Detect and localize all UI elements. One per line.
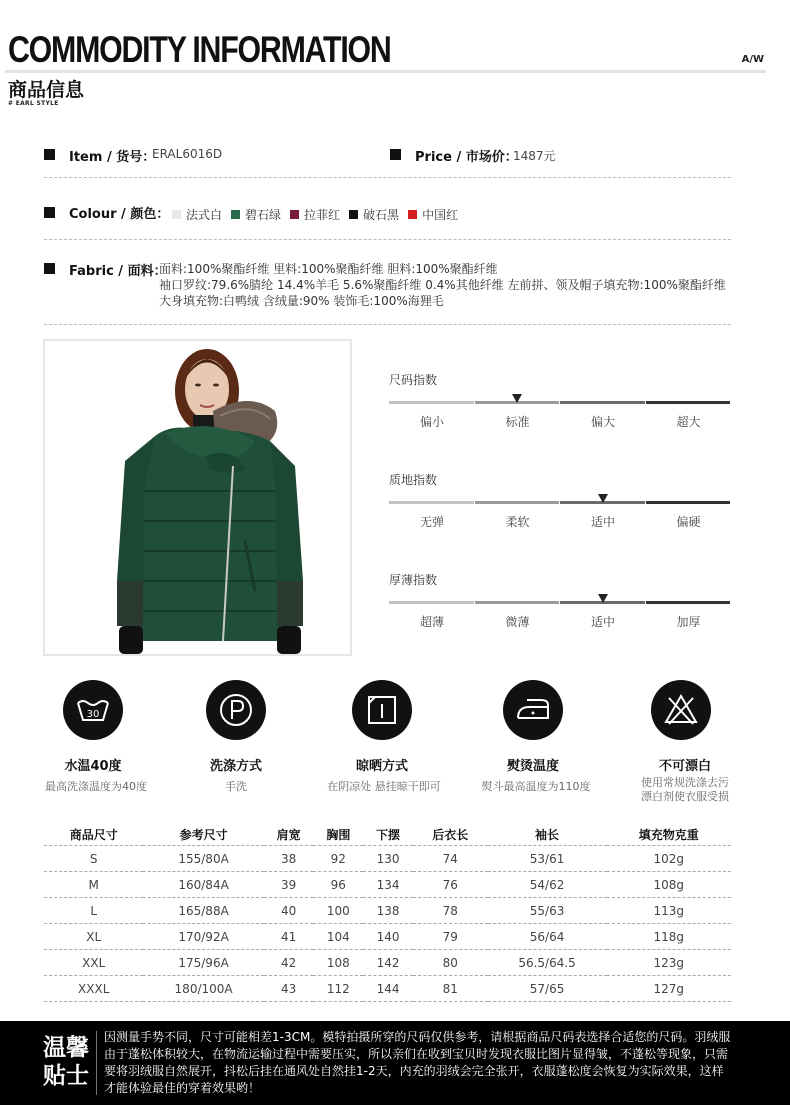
indicator-label: 适中 [590,615,615,629]
table-cell: 160/84A [143,872,263,898]
bullet-square-icon [44,149,55,160]
table-cell: 38 [264,846,314,872]
colour-name: 破石黑 [363,208,400,222]
colour-name: 中国红 [422,208,459,222]
fabric-line: 大身填充物:白鸭绒 含绒量:90% 装饰毛:100%海狸毛 [159,294,444,308]
colour-name: 碧石绿 [245,208,282,222]
table-cell: 104 [313,924,363,950]
indicator-title: 厚薄指数 [389,573,438,587]
table-row [44,976,731,1002]
care-name: 晾晒方式 [355,759,408,774]
colour-swatch [349,210,358,219]
season-label: A/W [741,54,764,65]
care-name: 洗涤方式 [209,759,262,774]
table-cell: 41 [264,924,314,950]
table-cell: 53/61 [488,846,607,872]
indicator-label: 无弹 [419,515,444,529]
indicator-bar-segment [475,501,560,504]
fabric-line: 袖口罗纹:79.6%腈纶 14.4%羊毛 5.6%聚酯纤维 0.4%其他纤维 左前拼、领及帽子填充物:100%聚酯纤维 [159,278,726,292]
colour-label: Colour / 颜色： [69,207,170,222]
table-row [44,898,731,924]
indicator-label: 适中 [590,515,615,529]
table-cell: XL [44,924,143,950]
care-desc: 在阴凉处 悬挂晾干即可 [327,780,441,793]
care-desc: 手洗 [225,780,247,793]
table-cell: 118g [607,924,731,950]
dry-shade-icon [352,680,412,740]
tips-title [43,1034,93,1090]
table-header-cell: 胸围 [313,823,363,846]
table-cell: S [44,846,143,872]
colour-name: 法式白 [186,208,223,222]
indicator-title: 尺码指数 [389,373,438,387]
header-divider [5,70,766,73]
table-cell: 79 [413,924,488,950]
table-cell: 108g [607,872,731,898]
item-value: ERAL6016D [152,147,223,161]
colour-swatch [408,210,417,219]
indicator-label: 超薄 [419,615,444,629]
table-cell: 142 [363,950,413,976]
table-cell: 40 [264,898,314,924]
table-header-row [44,823,731,846]
table-header-cell: 商品尺寸 [44,823,143,846]
care-desc: 最高洗涤温度为40度 [45,780,147,793]
colour-option [172,206,222,223]
indicator-marker-icon [598,594,608,603]
indicator-bar-segment [560,401,645,404]
indicator-bar-segment [646,601,731,604]
table-cell: 80 [413,950,488,976]
care-desc: 熨斗最高温度为110度 [481,780,591,793]
page-title-cn: 商品信息 [8,79,85,101]
table-cell: 55/63 [488,898,607,924]
indicator-bar-segment [389,501,474,504]
table-cell: 155/80A [143,846,263,872]
table-cell: 76 [413,872,488,898]
table-header-cell: 袖长 [488,823,607,846]
dry-clean-p-icon [206,680,266,740]
table-cell: 130 [363,846,413,872]
fabric-label: Fabric / 面料： [69,264,167,279]
table-cell: 138 [363,898,413,924]
table-cell: 56.5/64.5 [488,950,607,976]
table-row [44,846,731,872]
bullet-square-icon [44,263,55,274]
indicator-marker-icon [598,494,608,503]
size-table [44,823,731,1002]
divider [44,324,731,325]
table-cell: L [44,898,143,924]
table-cell: 81 [413,976,488,1002]
table-row [44,950,731,976]
care-section [0,670,790,810]
tips-text: 因测量手势不同，尺寸可能相差1-3CM。模特拍摄所穿的尺码仅供参考，请根据商品尺码表选择合适您的尺码。羽绒服由于蓬松体积较大，在物流运输过程中需要压实，所以亲们在收到宝贝时发现衣服比图片显得皱，不蓬松等现象，只需要将羽绒服自然展开，抖松后挂在通风处自然挂1-2天，内充的羽绒会完全张开，衣服蓬松度会恢复为实际效果，这样才能体验最佳的穿着效果哟！ [104,1030,731,1095]
care-name: 水温40度 [64,759,122,774]
wash-temp-text: 30 [86,709,100,720]
table-cell: 42 [264,950,314,976]
indicator-bar-segment [475,601,560,604]
table-cell: 96 [313,872,363,898]
colour-option [290,206,340,223]
table-cell: 54/62 [488,872,607,898]
page-title: COMMODITY INFORMATION [8,29,391,70]
colour-option [231,206,281,223]
table-header-cell: 填充物克重 [607,823,731,846]
table-cell: 74 [413,846,488,872]
indicator-title: 质地指数 [389,473,438,487]
indicator-panel [389,340,731,640]
colour-name: 拉菲红 [304,208,341,222]
table-cell: 140 [363,924,413,950]
item-label: Item / 货号： [69,150,156,165]
indicator-label: 偏大 [590,415,615,429]
indicator-bar-segment [646,401,731,404]
price-label: Price / 市场价： [415,150,518,165]
care-desc [615,776,755,804]
table-cell: XXL [44,950,143,976]
table-cell: 108 [313,950,363,976]
table-header-cell: 后衣长 [413,823,488,846]
table-cell: 180/100A [143,976,263,1002]
indicator-label: 柔软 [505,515,530,529]
table-cell: 102g [607,846,731,872]
bullet-square-icon [390,149,401,160]
indicator-marker-icon [512,394,522,403]
indicator-label: 标准 [505,415,530,429]
table-header-cell: 下摆 [363,823,413,846]
colour-list [172,204,467,223]
tips-separator [96,1031,97,1095]
table-header-cell: 肩宽 [264,823,314,846]
table-cell: 78 [413,898,488,924]
table-cell: 43 [264,976,314,1002]
table-row [44,924,731,950]
table-cell: XXXL [44,976,143,1002]
no-bleach-icon [651,680,711,740]
colour-option [349,206,399,223]
table-cell: 175/96A [143,950,263,976]
care-desc-line: 使用常规洗涤去污 [641,776,729,789]
table-cell: 57/65 [488,976,607,1002]
table-cell: 39 [264,872,314,898]
table-header-cell: 参考尺寸 [143,823,263,846]
colour-swatch [290,210,299,219]
table-cell: M [44,872,143,898]
care-name: 熨烫温度 [506,759,559,774]
table-cell: 92 [313,846,363,872]
indicator-label: 偏小 [419,415,444,429]
price-value: 1487元 [513,149,556,163]
indicator-label: 偏硬 [676,515,701,529]
indicator-label: 微薄 [505,615,530,629]
table-row [44,872,731,898]
colour-option [408,206,458,223]
brand-line: # EARL STYLE [8,100,59,107]
indicator-bar-segment [646,501,731,504]
table-cell: 113g [607,898,731,924]
table-cell: 127g [607,976,731,1002]
care-desc-line: 漂白剂使衣服受损 [641,790,729,803]
divider [44,177,731,178]
care-name: 不可漂白 [658,759,711,774]
table-cell: 165/88A [143,898,263,924]
model-wearing-coat-image [45,341,350,654]
tips-title-line: 温馨 [43,1035,89,1061]
table-cell: 56/64 [488,924,607,950]
table-cell: 134 [363,872,413,898]
table-cell: 144 [363,976,413,1002]
wash-30-icon [63,680,123,740]
bullet-square-icon [44,207,55,218]
indicator-label: 加厚 [676,615,701,629]
indicator-bar-segment [389,401,474,404]
table-cell: 112 [313,976,363,1002]
table-cell: 123g [607,950,731,976]
table-cell: 170/92A [143,924,263,950]
fabric-line: 面料:100%聚酯纤维 里料:100%聚酯纤维 胆料:100%聚酯纤维 [159,262,498,276]
fabric-details [159,261,726,309]
divider [44,239,731,240]
tips-title-line: 贴士 [43,1063,89,1089]
colour-swatch [231,210,240,219]
indicator-bar-segment [389,601,474,604]
table-cell: 100 [313,898,363,924]
product-photo [43,339,352,656]
colour-swatch [172,210,181,219]
iron-icon [503,680,563,740]
indicator-label: 超大 [676,415,701,429]
